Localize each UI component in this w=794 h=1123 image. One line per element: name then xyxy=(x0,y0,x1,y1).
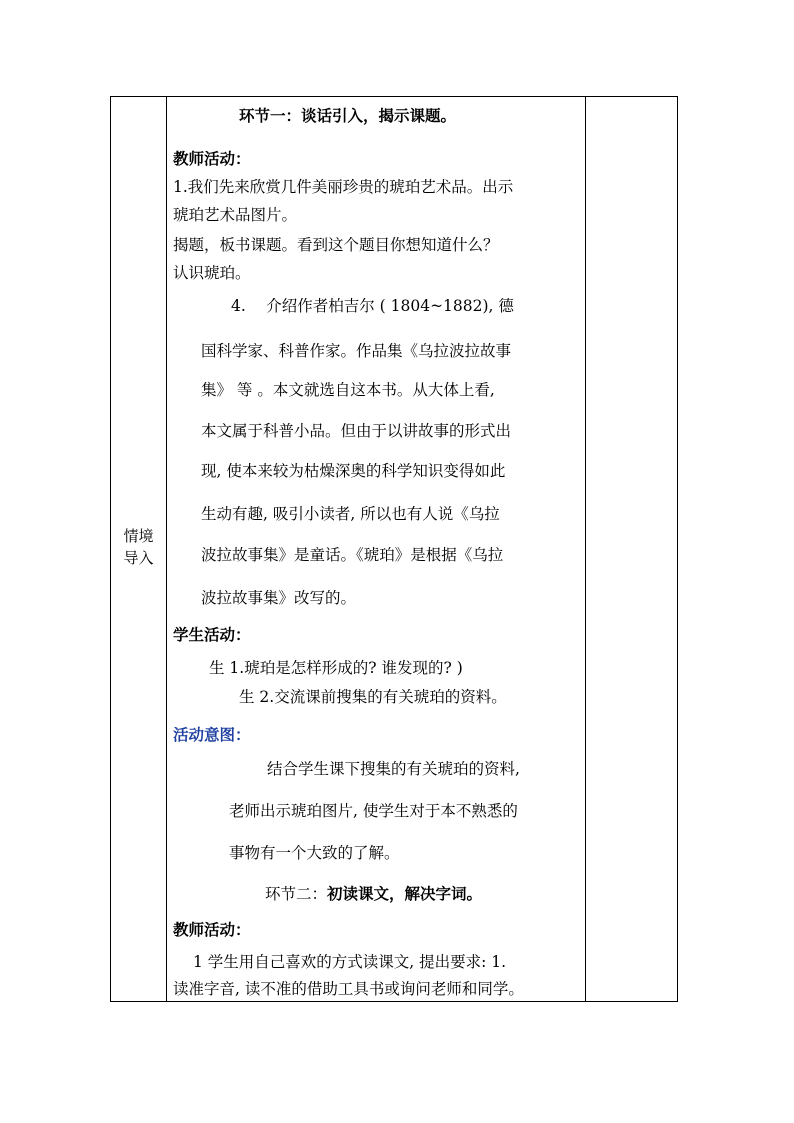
student-activity-label: 学生活动： xyxy=(173,625,251,644)
section1-heading: 环节一：谈话引入，揭示课题。 xyxy=(239,106,457,125)
intent-line-1: 结合学生课下搜集的有关琥珀的资料, xyxy=(267,760,520,778)
author-line-8: 波拉故事集》改写的。 xyxy=(201,589,357,607)
stage-label-line-1: 情境 xyxy=(123,527,154,545)
teacher-line-4: 认识琥珀。 xyxy=(173,264,251,282)
lesson-table xyxy=(110,96,678,1002)
stage-label xyxy=(111,525,166,569)
column-divider-right xyxy=(585,97,586,1001)
author-line-6: 生动有趣, 吸引小读者, 所以也有人说《乌拉 xyxy=(201,505,500,523)
column-divider-left xyxy=(166,97,167,1001)
section2-heading-title: 初读课文，解决字词。 xyxy=(327,884,483,903)
stage-label-line-2: 导入 xyxy=(123,549,154,567)
author-line-7: 波拉故事集》是童话。《琥珀》是根据《乌拉 xyxy=(201,546,504,564)
author-line-5: 现, 使本来较为枯燥深奥的科学知识变得如此 xyxy=(201,462,506,480)
section2-teacher-line-1: 1 学生用自己喜欢的方式读课文, 提出要求: 1. xyxy=(193,953,507,971)
intent-line-2: 老师出示琥珀图片, 使学生对于本不熟悉的 xyxy=(229,802,518,820)
author-line-3: 集》 等 。本文就选自这本书。从大体上看, xyxy=(201,381,495,399)
section2-heading xyxy=(265,883,482,905)
author-line-4: 本文属于科普小品。但由于以讲故事的形式出 xyxy=(201,422,512,440)
teacher-line-3: 揭题，板书课题。看到这个题目你想知道什么？ xyxy=(173,236,499,254)
teacher-activity-label: 教师活动： xyxy=(173,149,251,168)
author-line-2: 国科学家、科普作家。作品集《乌拉波拉故事 xyxy=(201,342,512,360)
teacher-line-2: 琥珀艺术品图片。 xyxy=(173,206,298,224)
student-line-1: 生 1.琥珀是怎样形成的? 谁发现的? ) xyxy=(209,659,463,677)
teacher-line-1: 1.我们先来欣赏几件美丽珍贵的琥珀艺术品。出示 xyxy=(173,178,514,196)
section2-teacher-line-2: 读准字音, 读不准的借助工具书或询问老师和同学。 xyxy=(173,980,524,998)
author-line-1: 4. 介绍作者柏吉尔 ( 1804~1882), 德 xyxy=(231,297,514,315)
section2-heading-prefix: 环节二： xyxy=(265,885,328,903)
section2-teacher-label: 教师活动： xyxy=(173,920,251,939)
student-line-2: 生 2.交流课前搜集的有关琥珀的资料。 xyxy=(239,688,507,706)
intent-line-3: 事物有一个大致的了解。 xyxy=(229,844,400,862)
activity-intent-label: 活动意图： xyxy=(173,725,251,744)
